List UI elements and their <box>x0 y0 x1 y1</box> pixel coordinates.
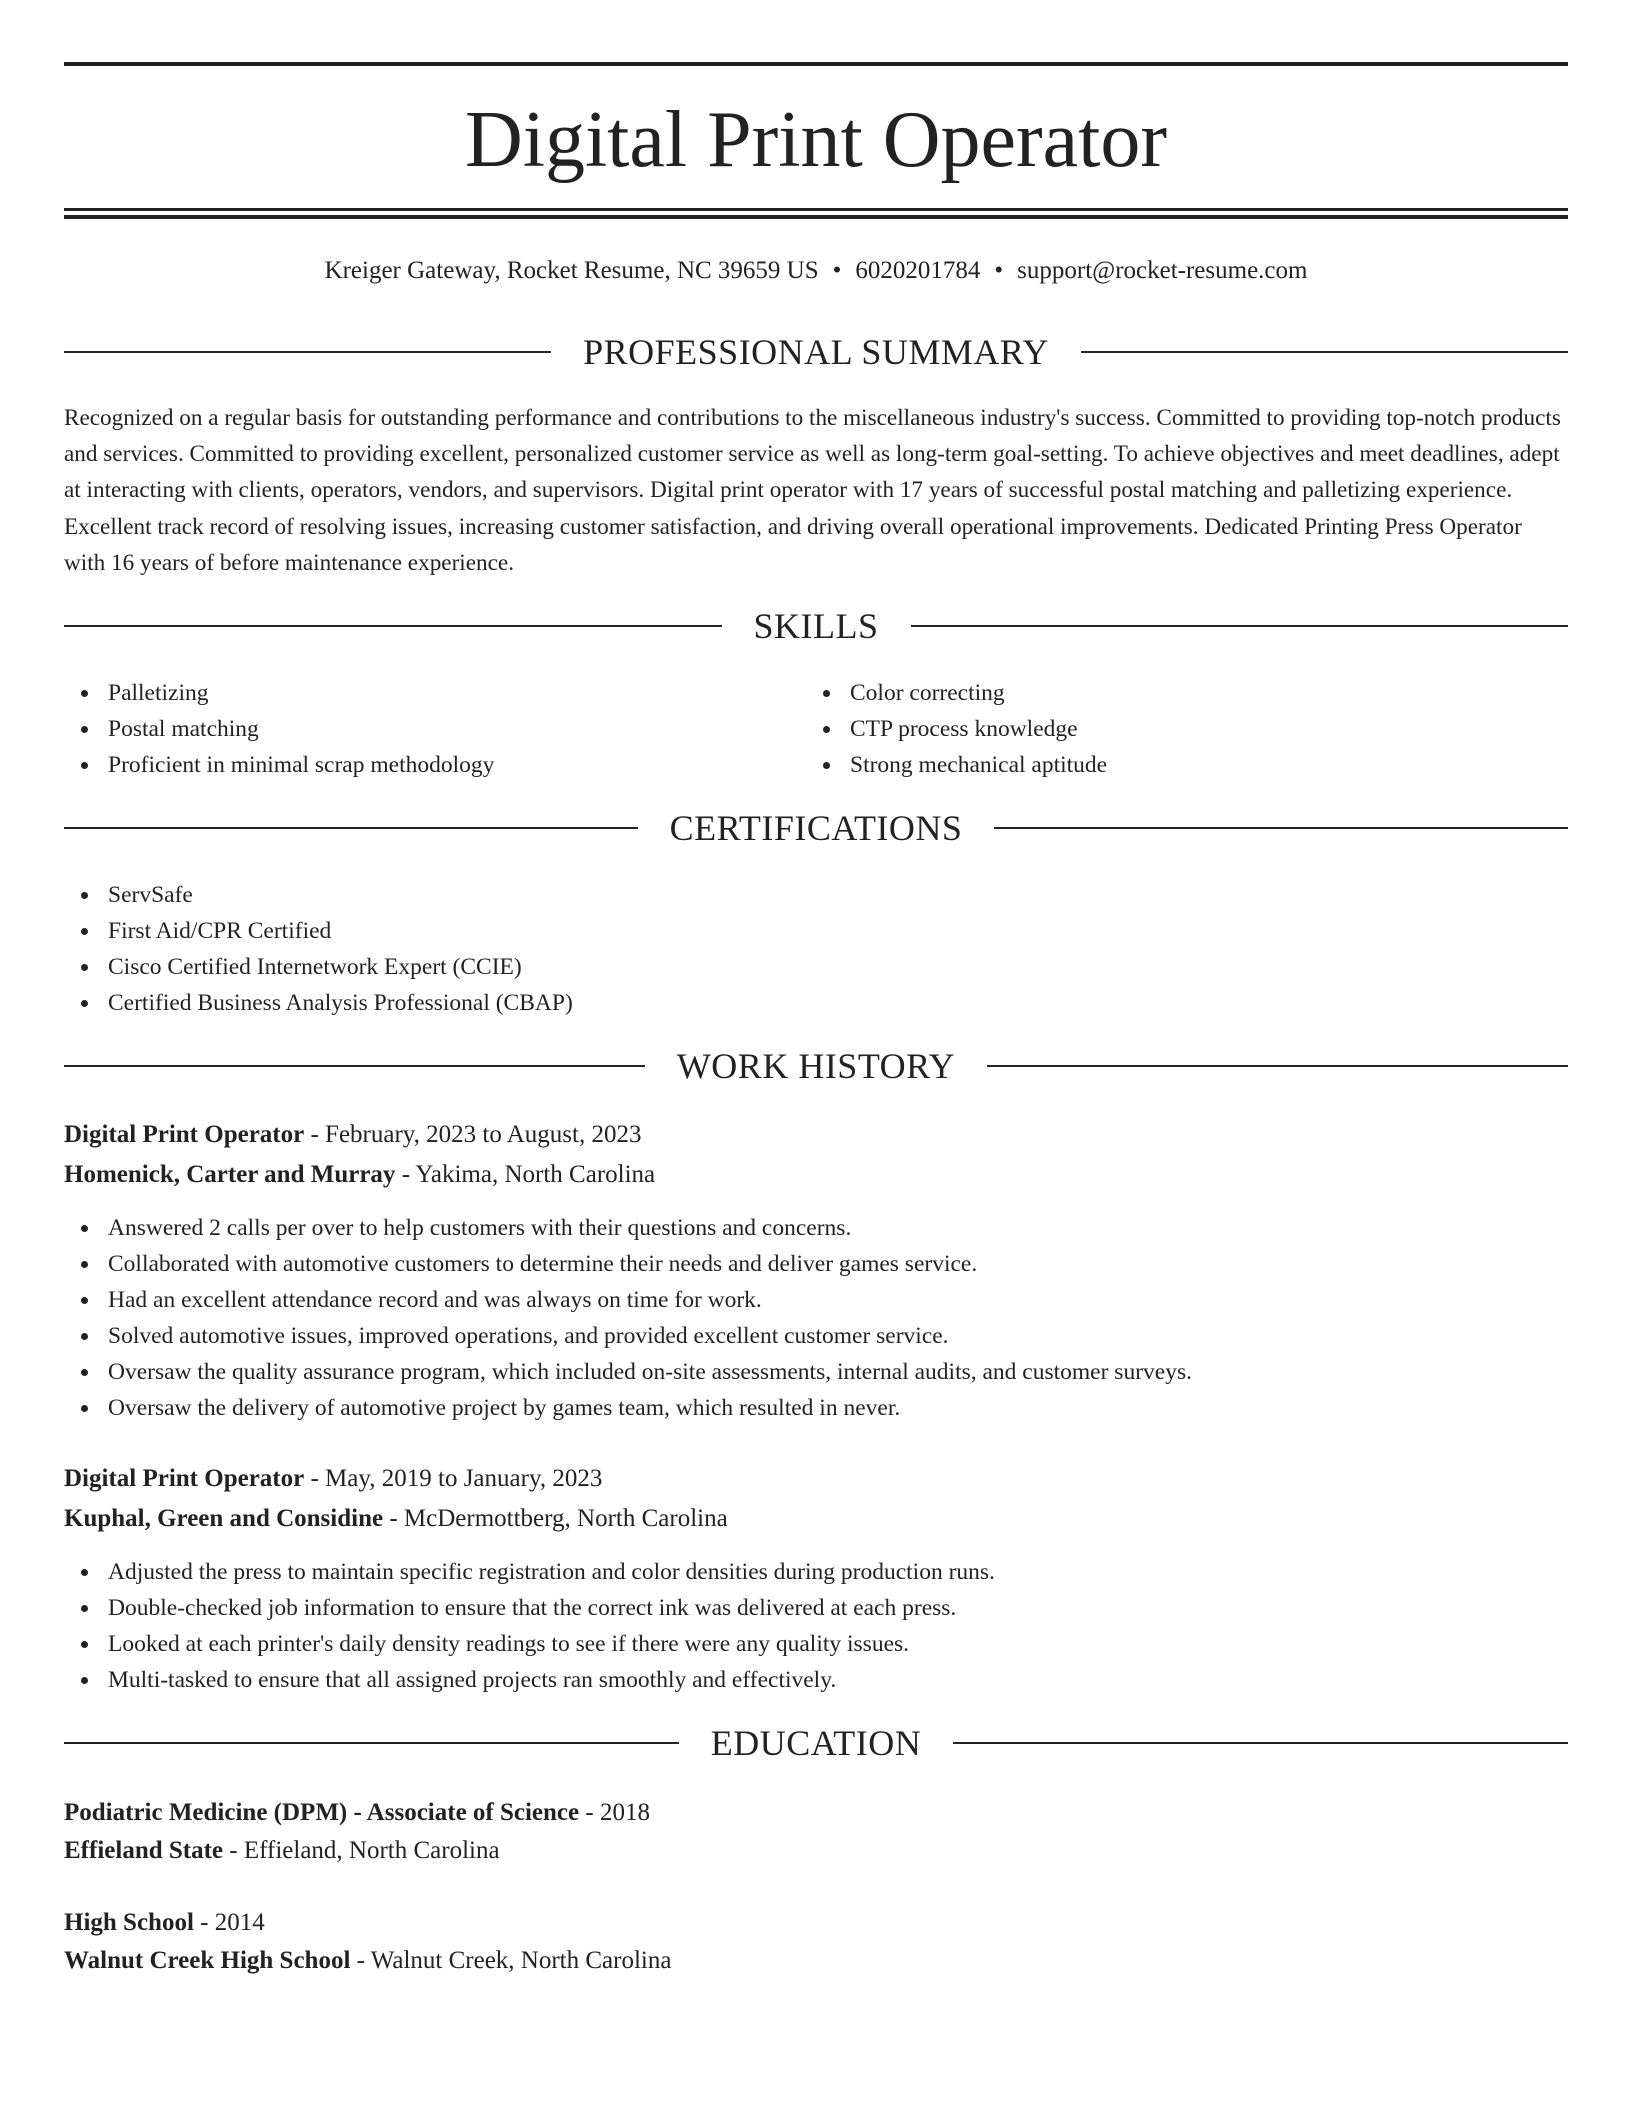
job-bullets <box>64 1210 1568 1426</box>
summary-paragraph: Recognized on a regular basis for outstanding performance and contributions to the miscellaneous industry's success. Committed to providing top-notch products and services. Committed to providing excellent, personalized customer service as well as long-term goal-setting. To achieve objectives and meet deadlines, adept at interacting with clients, operators, vendors, and supervisors. Digital print operator with 17 years of successful postal matching and palletizing experience. Excellent track record of resolving issues, increasing customer satisfaction, and driving overall operational improvements. Dedicated Printing Press Operator with 16 years of before maintenance experience. <box>64 405 1561 576</box>
education-degree: High School <box>64 1909 194 1936</box>
list-item: Postal matching <box>64 711 784 747</box>
contact-phone: 6020201784 <box>855 257 981 284</box>
section-header-skills <box>64 604 1568 648</box>
section-rule-right <box>994 827 1568 829</box>
education-location: - Effieland, North Carolina <box>223 1837 500 1864</box>
header-double-rule-upper <box>64 208 1568 211</box>
skills-list-left <box>64 675 784 783</box>
section-rule-left <box>64 1065 645 1067</box>
contact-address: Kreiger Gateway, Rocket Resume, NC 39659 US <box>324 257 819 284</box>
list-item: Collaborated with automotive customers to determine their needs and deliver games service. <box>64 1246 1568 1282</box>
list-item: First Aid/CPR Certified <box>64 913 1568 949</box>
list-item: ServSafe <box>64 877 1568 913</box>
job-company: Homenick, Carter and Murray <box>64 1161 396 1188</box>
education-degree-line <box>64 1795 1568 1831</box>
section-title-skills: SKILLS <box>753 606 879 646</box>
job-dates: - May, 2019 to January, 2023 <box>304 1465 603 1492</box>
list-item: Adjusted the press to maintain specific registration and color densities during production runs. <box>64 1554 1568 1590</box>
section-rule-left <box>64 1742 679 1744</box>
contact-separator: • <box>994 257 1004 284</box>
list-item: Proficient in minimal scrap methodology <box>64 747 784 783</box>
job-title-line <box>64 1461 1568 1497</box>
section-title-summary: PROFESSIONAL SUMMARY <box>583 332 1049 372</box>
education-location: - Walnut Creek, North Carolina <box>350 1947 672 1974</box>
section-rule-right <box>953 1742 1568 1744</box>
education-school-line <box>64 1943 1568 1979</box>
contact-line <box>64 254 1568 288</box>
list-item: Oversaw the delivery of automotive project by games team, which resulted in never. <box>64 1390 1568 1426</box>
section-title-certifications: CERTIFICATIONS <box>669 808 963 848</box>
list-item: Cisco Certified Internetwork Expert (CCIE) <box>64 949 1568 985</box>
list-item: CTP process knowledge <box>806 711 1566 747</box>
education-year: - 2018 <box>579 1799 650 1826</box>
list-item: Color correcting <box>806 675 1566 711</box>
section-rule-left <box>64 827 638 829</box>
list-item: Solved automotive issues, improved operations, and provided excellent customer service. <box>64 1318 1568 1354</box>
education-school: Walnut Creek High School <box>64 1947 351 1974</box>
job-role: Digital Print Operator <box>64 1465 305 1492</box>
list-item: Palletizing <box>64 675 784 711</box>
section-rule-left <box>64 351 551 353</box>
skills-list-right <box>806 675 1566 783</box>
section-title-education: EDUCATION <box>710 1723 922 1763</box>
list-item: Strong mechanical aptitude <box>806 747 1566 783</box>
section-header-certifications <box>64 806 1568 850</box>
education-school-line <box>64 1833 1568 1869</box>
section-rule-right <box>911 625 1569 627</box>
header-double-rule-lower <box>64 215 1568 219</box>
job-location: - McDermottberg, North Carolina <box>383 1505 728 1532</box>
list-item: Double-checked job information to ensure that the correct ink was delivered at each press. <box>64 1590 1568 1626</box>
list-item: Multi-tasked to ensure that all assigned projects ran smoothly and effectively. <box>64 1662 1568 1698</box>
list-item: Oversaw the quality assurance program, which included on-site assessments, internal audits, and customer surveys. <box>64 1354 1568 1390</box>
education-degree-line <box>64 1905 1568 1941</box>
job-title-line <box>64 1117 1568 1153</box>
list-item: Answered 2 calls per over to help customers with their questions and concerns. <box>64 1210 1568 1246</box>
job-company: Kuphal, Green and Considine <box>64 1505 384 1532</box>
section-header-summary <box>64 330 1568 374</box>
contact-separator: • <box>832 257 842 284</box>
education-degree: Podiatric Medicine (DPM) - Associate of Science <box>64 1799 580 1826</box>
section-title-work: WORK HISTORY <box>676 1046 956 1086</box>
section-header-work <box>64 1044 1568 1088</box>
list-item: Looked at each printer's daily density readings to see if there were any quality issues. <box>64 1626 1568 1662</box>
education-year: - 2014 <box>193 1909 265 1936</box>
job-role: Digital Print Operator <box>64 1121 305 1148</box>
job-company-line <box>64 1501 1568 1537</box>
education-school: Effieland State <box>64 1837 224 1864</box>
job-location: - Yakima, North Carolina <box>395 1161 656 1188</box>
job-company-line <box>64 1157 1568 1193</box>
list-item: Certified Business Analysis Professional (CBAP) <box>64 985 1568 1021</box>
resume-title: Digital Print Operator <box>464 96 1168 184</box>
job-bullets <box>64 1554 1568 1698</box>
header-top-rule <box>64 62 1568 66</box>
contact-email: support@rocket-resume.com <box>1017 257 1308 284</box>
job-dates: - February, 2023 to August, 2023 <box>304 1121 642 1148</box>
list-item: Had an excellent attendance record and was always on time for work. <box>64 1282 1568 1318</box>
section-rule-right <box>1081 351 1568 353</box>
section-header-education <box>64 1721 1568 1765</box>
certifications-list <box>64 877 1568 1021</box>
section-rule-left <box>64 625 722 627</box>
section-rule-right <box>987 1065 1568 1067</box>
